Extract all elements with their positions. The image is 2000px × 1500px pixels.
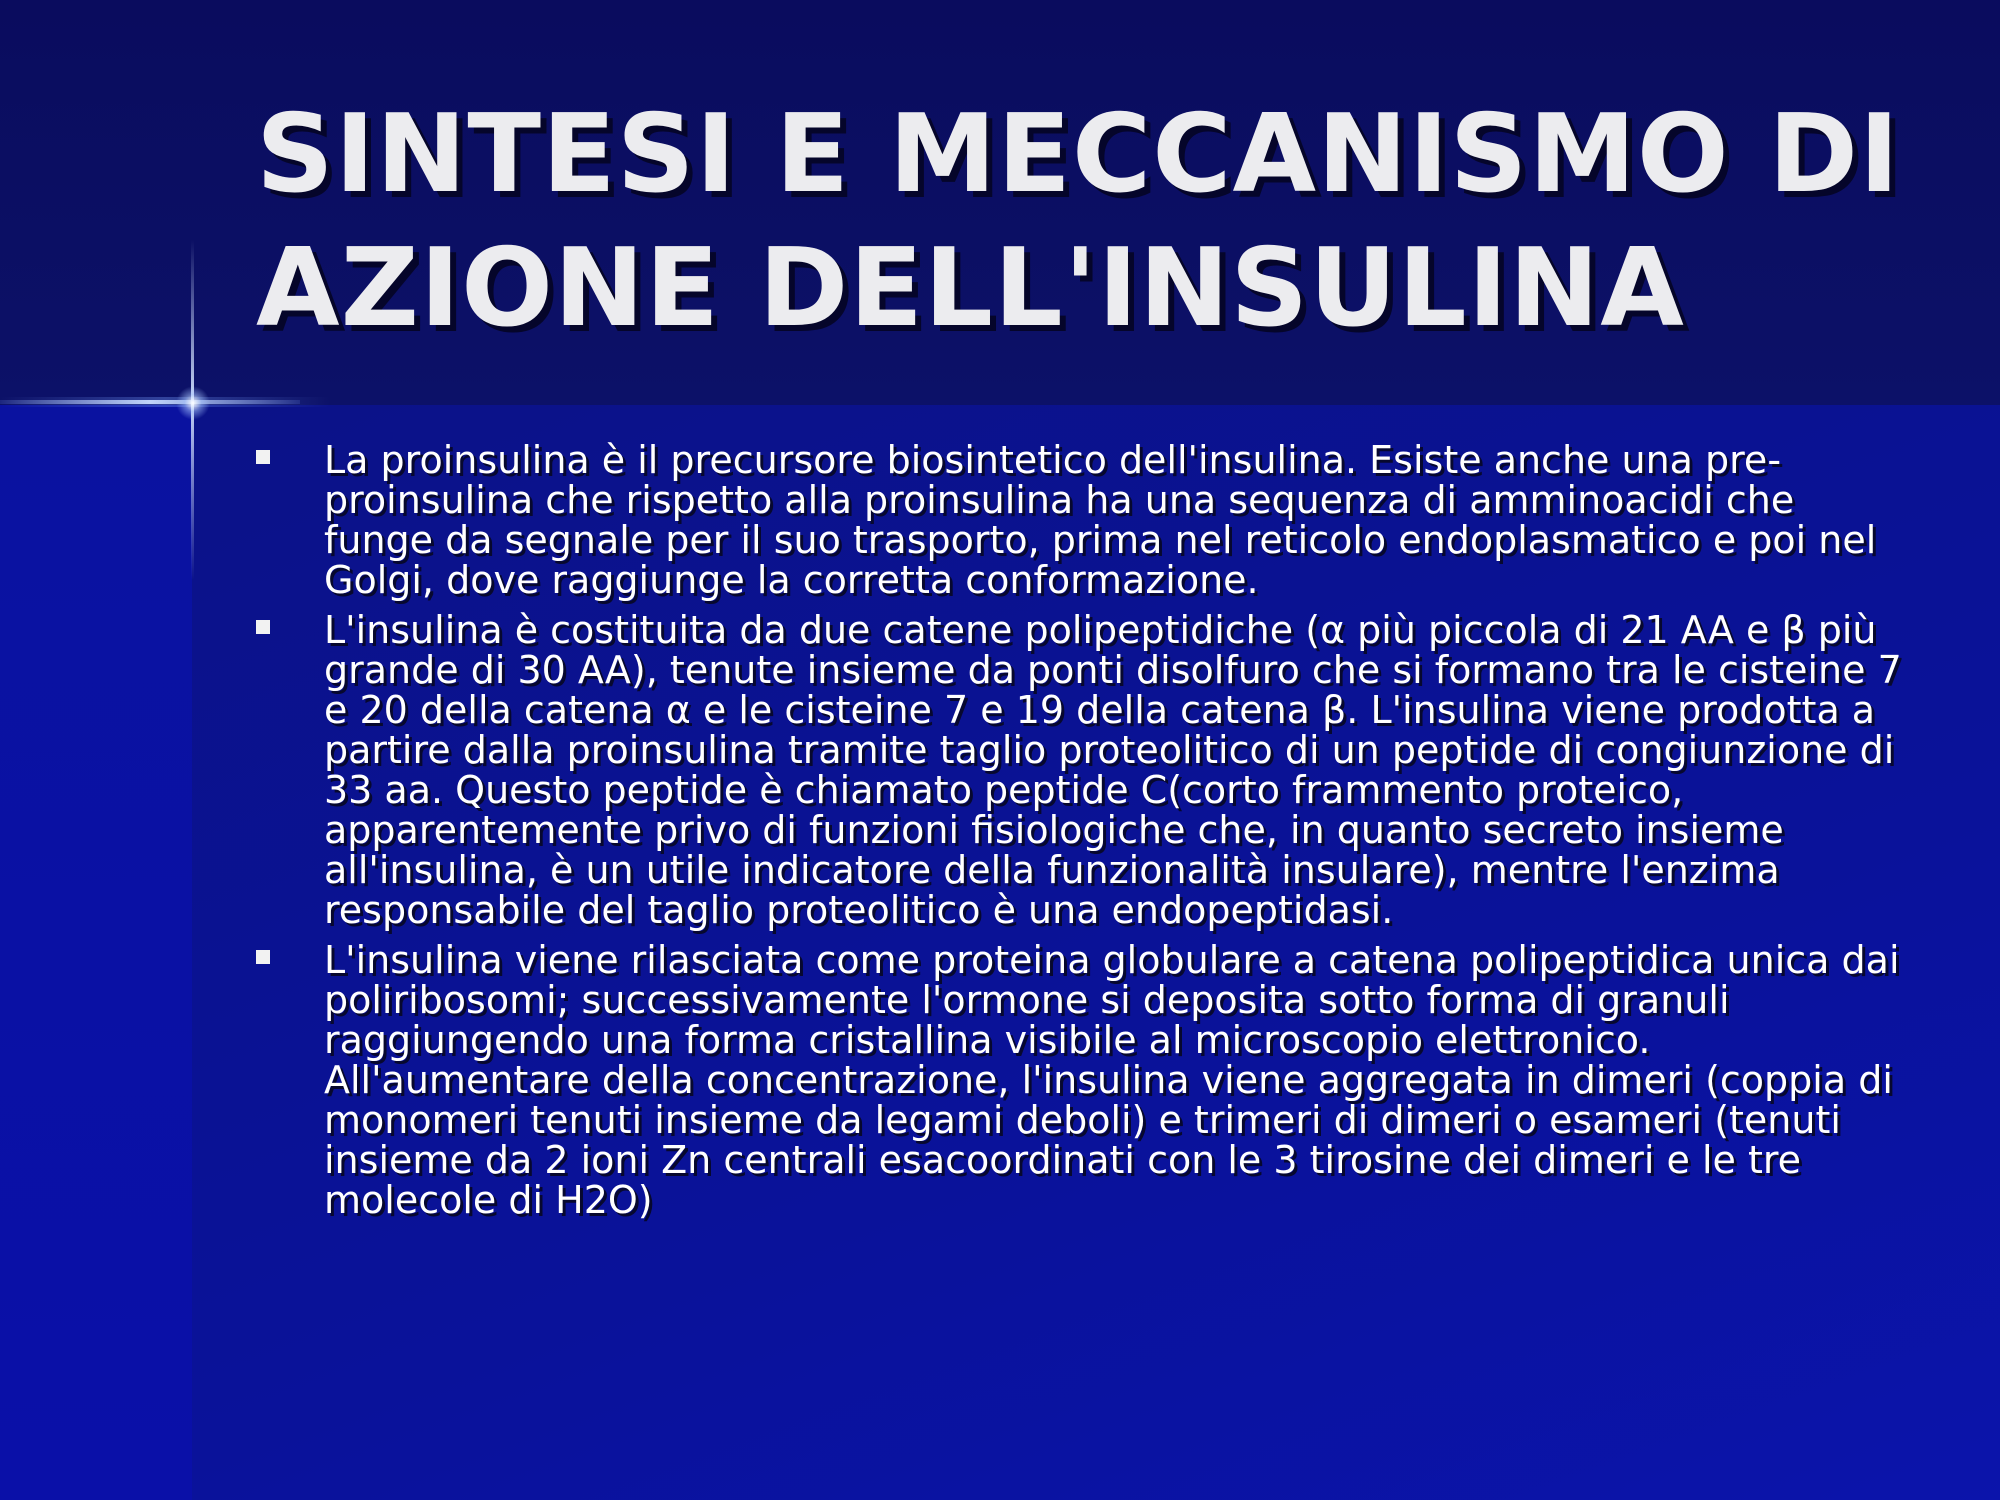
bullet-text: L'insulina viene rilasciata come proteina globulare a catena polipeptidica unica dai poliribosomi; successivamente l'ormone si deposita sotto forma di granuli raggiungendo una forma cristallina visibile al microscopio elettronico. All'aumentare della concentrazione, l'insulina viene aggregata in dimeri (coppia di monomeri tenuti insieme da legami deboli) e trimeri di dimeri o esameri (tenuti insieme da 2 ioni Zn centrali esacoordinati con le 3 tirosine dei dimeri e le tre molecole di H2O) <box>324 938 1900 1222</box>
square-bullet-icon <box>256 450 270 464</box>
background-left-band <box>0 405 192 1500</box>
bullet-list <box>256 440 1906 1230</box>
bullet-item <box>256 610 1906 930</box>
bullet-item <box>256 440 1906 600</box>
slide-title: SINTESI E MECCANISMO DI AZIONE DELL'INSULINA <box>256 92 1901 351</box>
bullet-text: La proinsulina è il precursore biosintetico dell'insulina. Esiste anche una pre-proinsulina che rispetto alla proinsulina ha una sequenza di amminoacidi che funge da segnale per il suo trasporto, prima nel reticolo endoplasmatico e poi nel Golgi, dove raggiunge la corretta conformazione. <box>324 438 1877 602</box>
square-bullet-icon <box>256 950 270 964</box>
bullet-item <box>256 940 1906 1220</box>
square-bullet-icon <box>256 620 270 634</box>
bullet-text: L'insulina è costituita da due catene polipeptidiche (α più piccola di 21 AA e β più grande di 30 AA), tenute insieme da ponti disolfuro che si formano tra le cisteine 7 e 20 della catena α e le cisteine 7 e 19 della catena β. L'insulina viene prodotta a partire dalla proinsulina tramite taglio proteolitico di un peptide di congiunzione di 33 aa. Questo peptide è chiamato peptide C(corto frammento proteico, apparentemente privo di funzioni fisiologiche che, in quanto secreto insieme all'insulina, è un utile indicatore della funzionalità insulare), mentre l'enzima responsabile del taglio proteolitico è una endopeptidasi. <box>324 608 1902 932</box>
light-flare-horizontal <box>0 400 300 404</box>
light-flare-center <box>176 386 210 420</box>
